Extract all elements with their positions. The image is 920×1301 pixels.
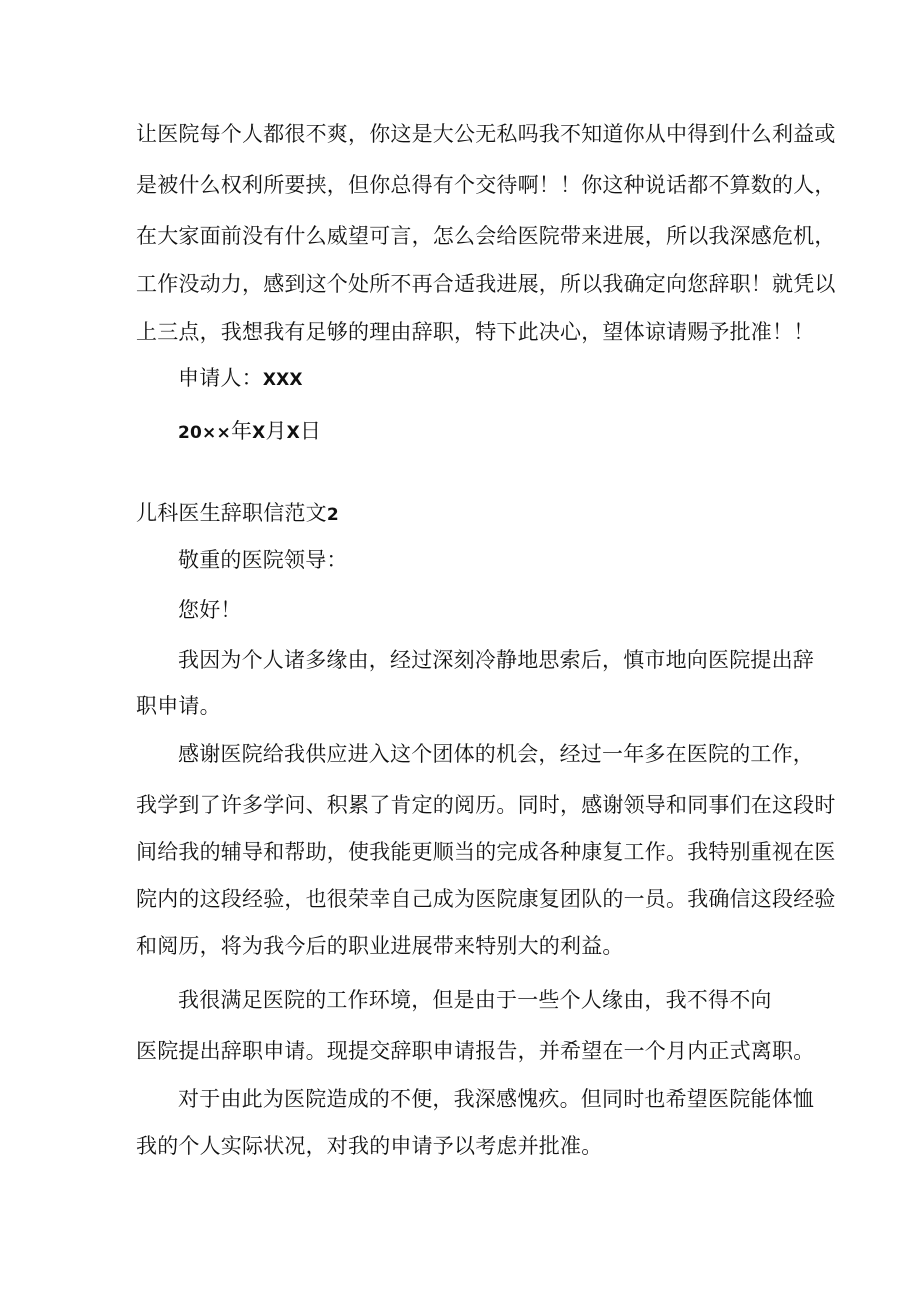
date-month-char: 月 [265,419,287,443]
para3-line-5: 和阅历，将为我今后的职业进展带来特别大的利益。 [136,934,624,958]
section-number: 2 [326,505,339,525]
salutation: 敬重的医院领导： [178,548,348,572]
section-title-text: 儿科医生辞职信范文 [136,501,327,525]
applicant-label: 申请人： [178,366,263,390]
date-day-char: 日 [299,419,322,443]
para1-line-4: 工作没动力，感到这个处所不再合适我进展，所以我确定向您辞职！就凭以 [136,272,836,296]
date-year-char: 年 [230,419,253,443]
para2-line-1: 我因为个人诸多缘由，经过深刻冷静地思索后，慎市地向医院提出辞 [178,648,814,672]
para5-line-2: 我的个人实际状况，对我的申请予以考虑并批准。 [136,1134,603,1158]
para2-line-2: 职申请。 [136,694,221,718]
para5-line-1: 对于由此为医院造成的不便，我深感愧疚。但同时也希望医院能体恤 [178,1087,814,1111]
applicant-name: XXX [262,370,303,390]
date-month: X [252,423,266,443]
para4-line-2: 医院提出辞职申请。现提交辞职申请报告，并希望在一个月内正式离职。 [136,1039,815,1063]
para4-line-1: 我很满足医院的工作环境，但是由于一些个人缘由，我不得不向 [178,988,772,1012]
para3-line-4: 院内的这段经验，也很荣幸自己成为医院康复团队的一员。我确信这段经验 [136,887,836,911]
greeting: 您好！ [178,598,242,622]
para1-line-3: 在大家面前没有什么威望可言，怎么会给医院带来进展，所以我深感危机， [136,224,836,248]
date-line [178,417,321,447]
para3-line-2: 我学到了许多学问、积累了肯定的阅历。同时，感谢领导和同事们在这段时 [136,793,836,817]
applicant-line [178,364,303,394]
date-day: X [286,423,300,443]
para1-line-1: 让医院每个人都很不爽，你这是大公无私吗我不知道你从中得到什么利益或 [136,122,836,146]
para3-line-1: 感谢医院给我供应进入这个团体的机会，经过一年多在医院的工作， [178,742,814,766]
date-year: 20×× [178,423,231,443]
para1-line-5: 上三点，我想我有足够的理由辞职，特下此决心，望体谅请赐予批准！！ [136,320,815,344]
para3-line-3: 间给我的辅导和帮助，使我能更顺当的完成各种康复工作。我特别重视在医 [136,840,836,864]
para1-line-2: 是被什么权利所要挟，但你总得有个交待啊！！你这种说话都不算数的人， [136,173,836,197]
section-title [136,499,339,529]
